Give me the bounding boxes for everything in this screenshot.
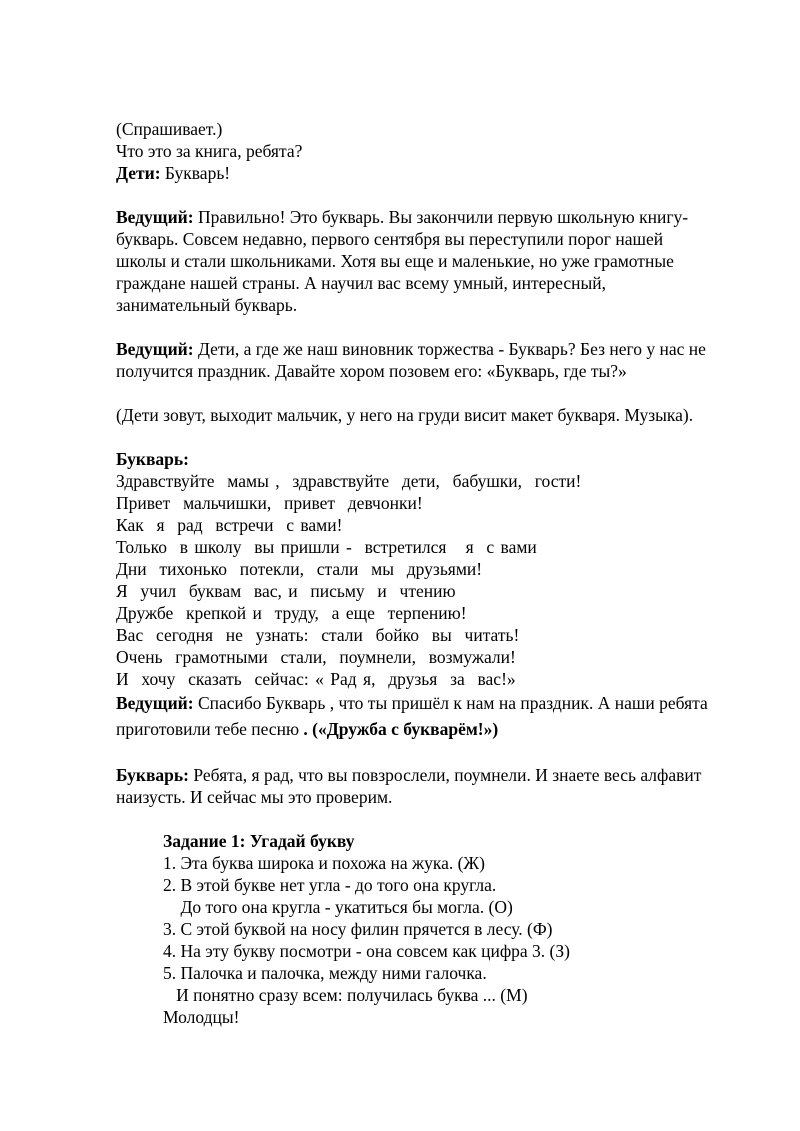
speaker-label-host: Ведущий:: [116, 339, 194, 359]
question-line: Что это за книга, ребята?: [116, 141, 303, 161]
poem-line: Очень грамотными стали, поумнели, возмужали!: [116, 647, 516, 667]
paragraph-gap: [116, 426, 716, 448]
speaker-label-primer: Букварь:: [116, 765, 189, 785]
speaker-label-primer: Букварь:: [116, 449, 189, 469]
speaker-label-host: Ведущий:: [116, 693, 194, 713]
riddle-line: И понятно сразу всем: получилась буква ... (М): [163, 985, 528, 1005]
paragraph-gap: [116, 316, 716, 338]
poem-line: И хочу сказать сейчас: « Рад я, друзья за вас!»: [116, 669, 516, 689]
riddle-line: 1. Эта буква широка и похожа на жука. (Ж): [163, 853, 485, 873]
poem-line: Я учил буквам вас, и письму и чтению: [116, 581, 456, 601]
host-speech-3-text: Спасибо Букварь , что ты пришёл к нам на праздник. А наши ребята приготовили тебе песню: [116, 693, 708, 739]
host-speech-1-text: Правильно! Это букварь. Вы закончили первую школьную книгу-букварь. Совсем недавно, первого сентября вы переступили порог нашей школы и стали школьниками. Хотя вы еще и маленькие, но уже грамотные граждане нашей страны. А научил вас всему умный, интересный, занимательный букварь.: [116, 207, 689, 315]
poem-line: Как я рад встречи с вами!: [116, 515, 343, 535]
song-title: . («Дружба с букварём!»): [303, 719, 499, 739]
speaker-label-host: Ведущий:: [116, 207, 194, 227]
poem-line: Только в школу вы пришли - встретился я с вами: [116, 537, 537, 557]
paragraph-gap: [116, 184, 716, 206]
riddle-line: 2. В этой букве нет угла - до того она кругла.: [163, 875, 497, 895]
riddle-line: До того она кругла - укатиться бы могла. (О): [163, 897, 513, 917]
task-1-title: Задание 1: Угадай букву: [163, 831, 355, 851]
praise-line: Молодцы!: [163, 1007, 240, 1027]
primer-poem: [116, 448, 716, 690]
host-speech-1: [116, 206, 716, 316]
poem-line: Дружбе крепкой и труду, а еще терпению!: [116, 603, 467, 623]
document-body: [116, 118, 716, 1028]
riddle-line: 3. С этой буквой на носу филин прячется в лесу. (Ф): [163, 919, 553, 939]
poem-line: Привет мальчишки, привет девчонки!: [116, 493, 423, 513]
primer-speech-2: [116, 764, 716, 808]
speaker-label-children: Дети:: [116, 163, 161, 183]
stage-note: (Дети зовут, выходит мальчик, у него на груди висит макет букваря. Музыка).: [116, 405, 694, 425]
host-speech-3: [116, 690, 716, 742]
primer-speech-2-text: Ребята, я рад, что вы повзрослели, поумнели. И знаете весь алфавит наизусть. И сейчас мы это проверим.: [116, 765, 702, 807]
children-reply: [116, 162, 716, 184]
paragraph-gap: [116, 382, 716, 404]
host-speech-2-text: Дети, а где же наш виновник торжества - Букварь? Без него у нас не получится праздник. Давайте хором позовем его: «Букварь, где ты?»: [116, 339, 706, 381]
host-speech-2: [116, 338, 716, 382]
poem-line: Дни тихонько потекли, стали мы друзьями!: [116, 559, 483, 579]
stage-direction-asks: (Спрашивает.): [116, 119, 223, 139]
poem-line: Здравствуйте мамы , здравствуйте дети, бабушки, гости!: [116, 471, 582, 491]
poem-line: Вас сегодня не узнать: стали бойко вы читать!: [116, 625, 520, 645]
task-1: [163, 830, 716, 1028]
riddle-line: 5. Палочка и палочка, между ними галочка.: [163, 963, 487, 983]
riddle-line: 4. На эту букву посмотри - она совсем как цифра 3. (З): [163, 941, 570, 961]
paragraph-gap: [116, 808, 716, 830]
paragraph-gap: [116, 742, 716, 764]
children-reply-text: Букварь!: [160, 163, 231, 183]
